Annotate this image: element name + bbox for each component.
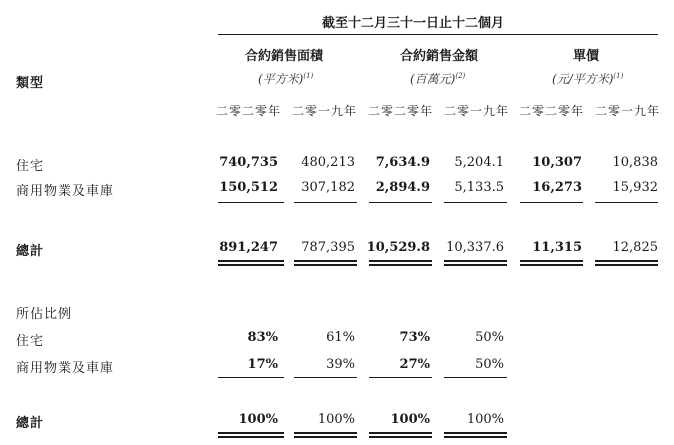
period-header: 截至十二月三十一日止十二個月 [322,16,505,31]
category-label: 類型 [16,76,45,91]
pct-cell: 50% [475,357,504,372]
value-cell: 15,932 [612,180,658,195]
pct-cell: 17% [247,357,278,372]
year-header: 二零二零年 [368,104,434,118]
proportion-double-rule [369,432,432,434]
pct-cell: 61% [326,330,355,345]
pct-cell: 27% [399,357,430,372]
note-ref: (2) [455,72,466,80]
proportion-subtotal-rule [294,377,357,378]
group-unit-amount: (百萬元)$^{(2)}$ [410,72,466,86]
group-title-area: 合約銷售面積 [245,49,324,64]
total-cell: 10,337.6 [446,240,504,255]
year-header: 二零一九年 [292,104,358,118]
value-cell: 2,894.9 [375,180,430,195]
note-ref: (1) [303,72,314,80]
value-cell: 150,512 [219,180,278,195]
total-double-rule [520,264,583,266]
period-rule [218,34,658,35]
year-header: 二零一九年 [444,104,510,118]
year-header: 二零二零年 [216,104,282,118]
value-cell: 5,204.1 [454,155,504,170]
row-label: 商用物業及車庫 [16,184,115,199]
value-cell: 740,735 [219,155,278,170]
total-cell: 12,825 [612,240,658,255]
subtotal-rule [520,202,583,203]
total-double-rule [444,264,507,266]
total-double-rule [294,264,357,266]
total-double-rule [444,260,507,262]
total-cell: 11,315 [532,240,582,255]
pct-cell: 39% [326,357,355,372]
group-title-price: 單價 [573,49,600,64]
proportion-double-rule [218,432,284,434]
proportion-subtotal-rule [369,377,432,378]
total-cell: 891,247 [219,240,278,255]
pct-total-cell: 100% [466,412,504,427]
pct-cell: 73% [399,330,430,345]
subtotal-rule [369,202,432,203]
subtotal-rule [294,202,357,203]
total-double-rule [294,260,357,262]
proportion-total-label: 總計 [16,416,45,431]
subtotal-rule [595,202,658,203]
row-label: 住宅 [16,334,45,349]
group-title-amount: 合約銷售金額 [400,49,479,64]
pct-cell: 83% [247,330,278,345]
total-cell: 10,529.8 [366,240,430,255]
proportion-double-rule [369,436,432,438]
value-cell: 480,213 [301,155,355,170]
total-double-rule [369,260,432,262]
note-ref: (1) [613,72,624,80]
total-double-rule [369,264,432,266]
total-double-rule [595,260,658,262]
value-cell: 10,838 [612,155,658,170]
row-label: 住宅 [16,159,45,174]
total-double-rule [218,264,284,266]
value-cell: 16,273 [532,180,582,195]
pct-total-cell: 100% [390,412,430,427]
subtotal-rule [218,202,284,203]
proportion-section-label: 所佔比例 [16,307,73,322]
pct-total-cell: 100% [317,412,355,427]
group-unit-area: (平方米)$^{(1)}$ [258,72,314,86]
pct-cell: 50% [475,330,504,345]
year-header: 二零二零年 [519,104,585,118]
pct-total-cell: 100% [238,412,278,427]
proportion-double-rule [444,432,507,434]
total-double-rule [218,260,284,262]
value-cell: 10,307 [532,155,582,170]
year-header: 二零一九年 [595,104,661,118]
proportion-double-rule [444,436,507,438]
subtotal-rule [444,202,507,203]
proportion-double-rule [294,436,357,438]
proportion-double-rule [294,432,357,434]
value-cell: 307,182 [301,180,355,195]
proportion-double-rule [218,436,284,438]
value-cell: 5,133.5 [454,180,504,195]
total-label: 總計 [16,244,45,259]
total-double-rule [520,260,583,262]
value-cell: 7,634.9 [375,155,430,170]
proportion-subtotal-rule [218,377,284,378]
proportion-subtotal-rule [444,377,507,378]
total-double-rule [595,264,658,266]
row-label: 商用物業及車庫 [16,361,115,376]
total-cell: 787,395 [301,240,355,255]
group-unit-price: (元/平方米)$^{(1)}$ [552,72,624,86]
